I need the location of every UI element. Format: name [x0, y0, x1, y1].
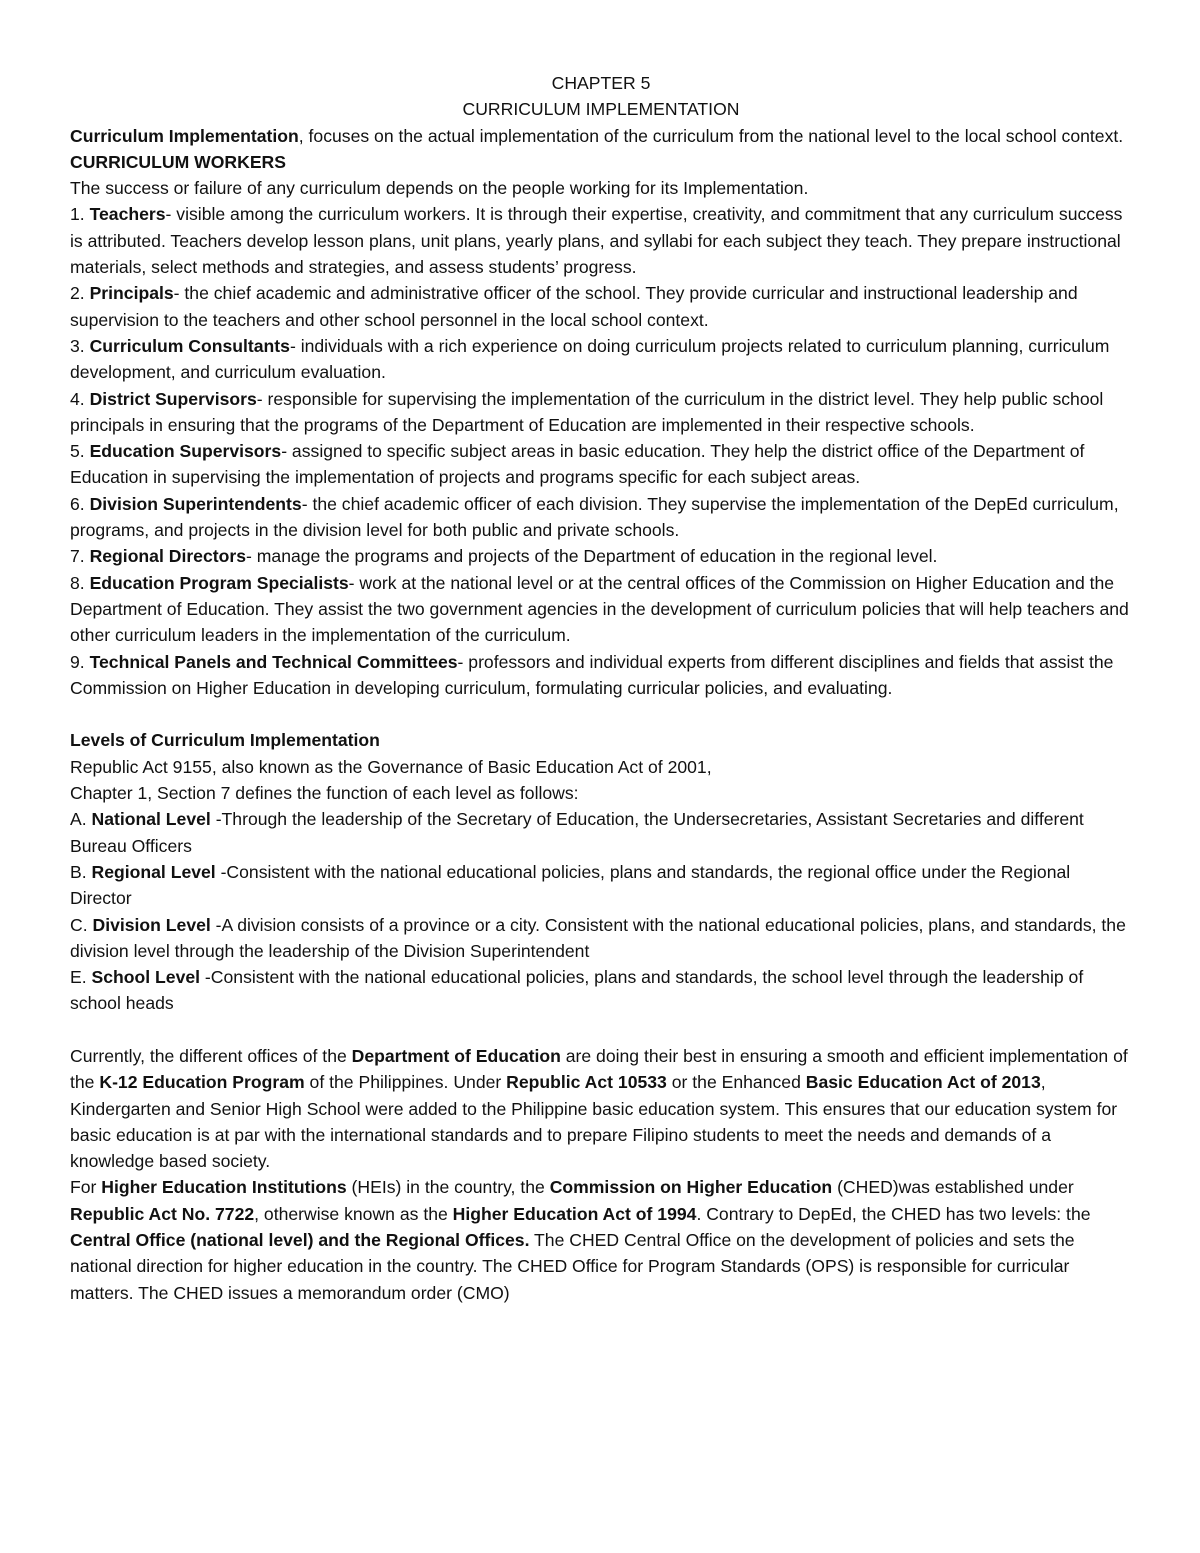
- text-run: (HEIs) in the country, the: [346, 1177, 550, 1198]
- item-text: - responsible for supervising the implementation of the curriculum in the district level. They help public school principals in ensuring that the programs of the Department of Education are implemented in their respective schools.: [70, 388, 1104, 435]
- item-text: - professors and individual experts from different disciplines and fields that assist the Commission on Higher Education in developing curriculum, formulating curricular policies, and evaluating.: [70, 651, 1114, 698]
- text-run: . Contrary to DepEd, the CHED has two levels: the: [696, 1203, 1091, 1224]
- item-term: District Supervisors: [89, 388, 257, 409]
- item-number: 2.: [70, 283, 90, 304]
- list-item: [70, 438, 1132, 491]
- item-term: Technical Panels and Technical Committees: [89, 651, 458, 672]
- list-item: [70, 649, 1132, 702]
- item-text: - the chief academic officer of each division. They supervise the implementation of the DepEd curriculum, programs, and projects in the division level for both public and private schools.: [70, 493, 1119, 541]
- intro-term: Curriculum Implementation: [70, 125, 299, 146]
- item-term: Regional Directors: [89, 546, 246, 567]
- item-text: -A division consists of a province or a city. Consistent with the national educational policies, plans, and standards, the division level through the leadership of the Division Superintendent: [70, 914, 1126, 961]
- list-item: [70, 280, 1132, 333]
- workers-list: [70, 201, 1132, 701]
- bold-run: Higher Education Institutions: [101, 1177, 347, 1198]
- spacer: [70, 1017, 1132, 1043]
- item-text: -Consistent with the national educational policies, plans and standards, the regional office under the Regional Director: [70, 861, 1071, 909]
- item-term: Teachers: [89, 204, 166, 225]
- item-number: 5.: [70, 441, 90, 462]
- text-run: are doing their best in ensuring a smooth and efficient implementation of the: [70, 1045, 1128, 1093]
- intro-paragraph: [70, 123, 1132, 149]
- list-item: [70, 201, 1132, 280]
- item-number: 8.: [70, 572, 90, 593]
- list-item: [70, 386, 1132, 439]
- item-text: - manage the programs and projects of the Department of education in the regional level.: [246, 546, 938, 567]
- text-run: The CHED Central Office on the development of policies and sets the national direction for higher education in the country. The CHED Office for Program Standards (OPS) is responsible for curricular matters. The CHED issues a memorandum order (CMO): [70, 1230, 1075, 1303]
- bold-run: Commission on Higher Education: [549, 1177, 833, 1198]
- text-run: , Kindergarten and Senior High School were added to the Philippine basic education system. This ensures that our education system for basic education is at par with the international standards and to prepare Filipino students to meet the needs and demands of a knowledge based society.: [70, 1072, 1118, 1172]
- item-letter: E.: [70, 967, 92, 988]
- list-item: [70, 964, 1132, 1017]
- item-number: 9.: [70, 651, 90, 672]
- deped-paragraph: [70, 1043, 1132, 1174]
- item-term: Education Supervisors: [89, 441, 282, 462]
- bold-run: Department of Education: [351, 1045, 561, 1066]
- item-term: Education Program Specialists: [89, 572, 349, 593]
- item-term: School Level: [91, 967, 201, 988]
- list-item: [70, 333, 1132, 386]
- item-term: Principals: [89, 283, 174, 304]
- list-item: [70, 491, 1132, 544]
- text-run: or the Enhanced: [666, 1072, 806, 1093]
- item-number: 1.: [70, 204, 90, 225]
- item-text: - individuals with a rich experience on doing curriculum projects related to curriculum planning, curriculum development, and curriculum evaluation.: [70, 335, 1110, 383]
- item-term: Regional Level: [91, 861, 216, 882]
- text-run: For: [70, 1177, 102, 1198]
- bold-run: Central Office (national level) and the Regional Offices.: [70, 1230, 530, 1251]
- item-text: -Consistent with the national educational policies, plans and standards, the school level through the leadership of school heads: [70, 967, 1084, 1014]
- item-text: -Through the leadership of the Secretary of Education, the Undersecretaries, Assistant Secretaries and different Bureau Officers: [70, 809, 1084, 856]
- levels-list: [70, 806, 1132, 1016]
- levels-line-1: Republic Act 9155, also known as the Governance of Basic Education Act of 2001,: [70, 756, 712, 777]
- text-run: Currently, the different offices of the: [70, 1045, 352, 1066]
- ched-paragraph: [70, 1174, 1132, 1305]
- levels-line-2: Chapter 1, Section 7 defines the function of each level as follows:: [70, 783, 579, 804]
- text-run: (CHED)was established under: [832, 1177, 1074, 1198]
- chapter-number: CHAPTER 5: [551, 73, 651, 93]
- text-run: , otherwise known as the: [254, 1203, 453, 1224]
- bold-run: Republic Act 10533: [506, 1072, 667, 1093]
- bold-run: Republic Act No. 7722: [70, 1203, 255, 1224]
- item-number: 3.: [70, 335, 90, 356]
- item-text: - work at the national level or at the central offices of the Commission on Higher Education and the Department of Education. They assist the two government agencies in the development of curriculum policies that will help teachers and other curriculum leaders in the implementation of the curriculum.: [70, 572, 1129, 646]
- spacer: [70, 701, 1132, 727]
- item-term: Division Superintendents: [89, 493, 302, 514]
- item-letter: B.: [70, 861, 92, 882]
- workers-lead: The success or failure of any curriculum depends on the people working for its Implementation.: [70, 178, 809, 199]
- item-text: - the chief academic and administrative officer of the school. They provide curricular and instructional leadership and supervision to the teachers and other school personnel in the local school context.: [70, 283, 1078, 330]
- levels-heading: Levels of Curriculum Implementation: [70, 730, 380, 751]
- item-term: Curriculum Consultants: [89, 335, 290, 356]
- list-item: [70, 859, 1132, 912]
- item-number: 7.: [70, 546, 90, 567]
- item-term: National Level: [91, 809, 211, 830]
- chapter-title: CURRICULUM IMPLEMENTATION: [462, 99, 740, 120]
- bold-run: K-12 Education Program: [99, 1072, 305, 1093]
- item-number: 4.: [70, 388, 90, 409]
- item-term: Division Level: [92, 914, 211, 935]
- bold-run: Basic Education Act of 2013: [805, 1072, 1041, 1093]
- text-run: of the Philippines. Under: [304, 1072, 507, 1093]
- item-text: - visible among the curriculum workers. It is through their expertise, creativity, and commitment that any curriculum success is attributed. Teachers develop lesson plans, unit plans, yearly plans, and syllabi for each subject they teach. They prepare instructional materials, select methods and strategies, and assess students’ progress.: [70, 204, 1123, 278]
- list-item: [70, 806, 1132, 859]
- list-item: [70, 912, 1132, 965]
- item-letter: C.: [70, 914, 93, 935]
- item-text: - assigned to specific subject areas in basic education. They help the district office of the Department of Education in supervising the implementation of projects and programs specific for each subject areas.: [70, 441, 1085, 488]
- list-item: [70, 570, 1132, 649]
- workers-heading: CURRICULUM WORKERS: [70, 151, 286, 172]
- bold-run: Higher Education Act of 1994: [452, 1203, 697, 1224]
- intro-text: , focuses on the actual implementation of the curriculum from the national level to the local school context.: [298, 125, 1124, 146]
- item-letter: A.: [70, 809, 92, 830]
- item-number: 6.: [70, 493, 90, 514]
- list-item: [70, 543, 1132, 569]
